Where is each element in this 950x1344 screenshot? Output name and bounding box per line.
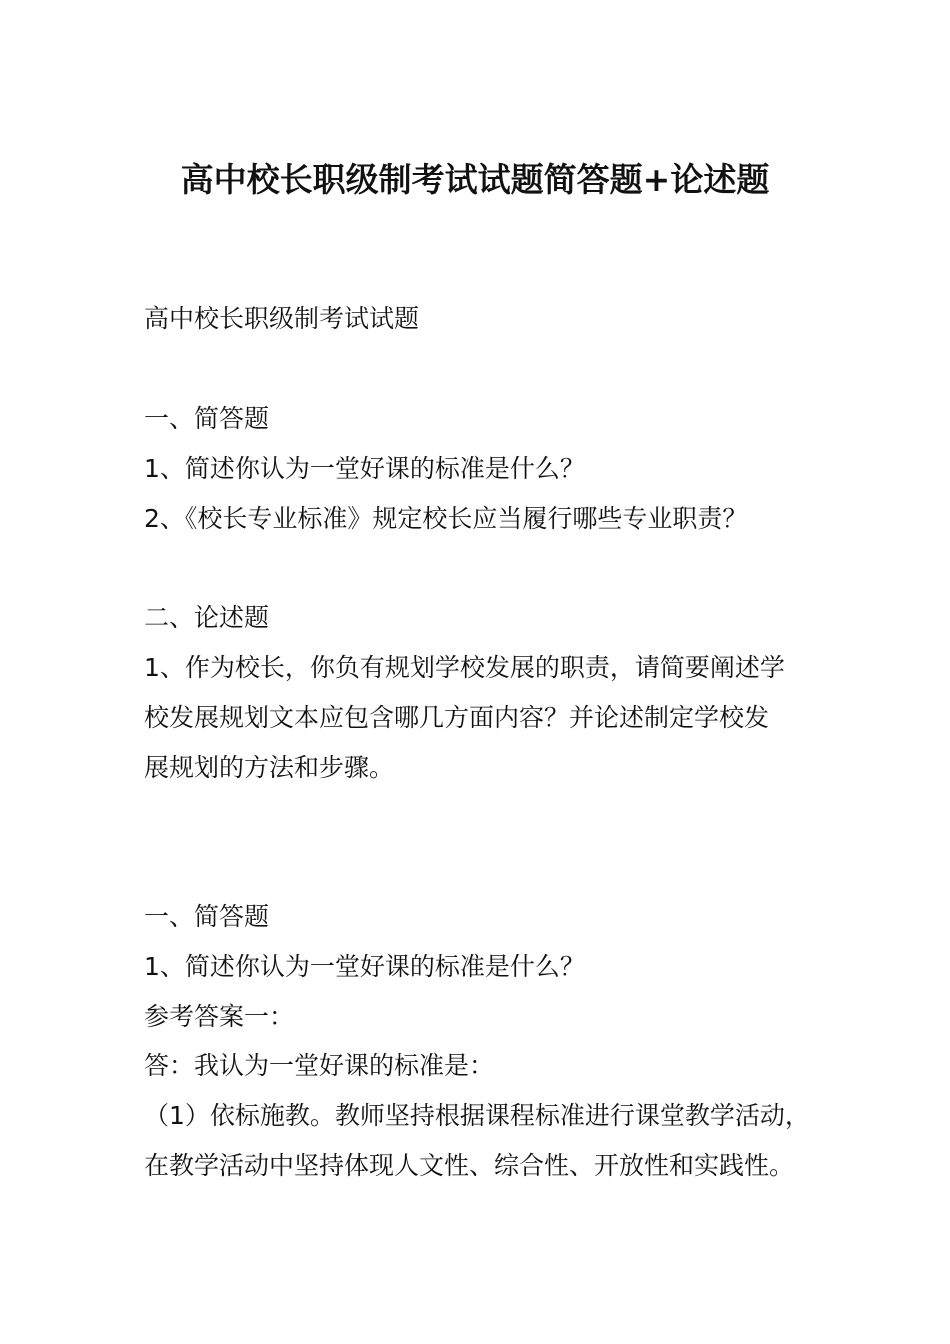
answer-line: 答：我认为一堂好课的标准是：: [144, 1051, 495, 1080]
section-heading-short-answer: 一、简答题: [144, 902, 270, 931]
answer-label: 参考答案一：: [144, 1002, 295, 1031]
answer-line: 在教学活动中坚持体现人文性、综合性、开放性和实践性。: [144, 1151, 795, 1180]
answer-line: （1）依标施教。教师坚持根据课程标准进行课堂教学活动，: [144, 1101, 810, 1130]
question-line: 1、简述你认为一堂好课的标准是什么？: [144, 952, 585, 981]
question-line: 展规划的方法和步骤。: [144, 753, 395, 782]
section-heading-essay: 二、论述题: [144, 603, 270, 632]
question-line: 校发展规划文本应包含哪几方面内容？并论述制定学校发: [144, 703, 770, 732]
section-heading-short-answer: 一、简答题: [144, 404, 270, 433]
question-line: 1、简述你认为一堂好课的标准是什么？: [144, 454, 585, 483]
document-title: 高中校长职级制考试试题简答题+论述题: [180, 160, 770, 199]
question-line: 1、作为校长，你负有规划学校发展的职责，请简要阐述学: [144, 653, 785, 682]
subtitle-line: 高中校长职级制考试试题: [144, 304, 420, 333]
question-line: 2、《校长专业标准》规定校长应当履行哪些专业职责？: [144, 504, 748, 533]
